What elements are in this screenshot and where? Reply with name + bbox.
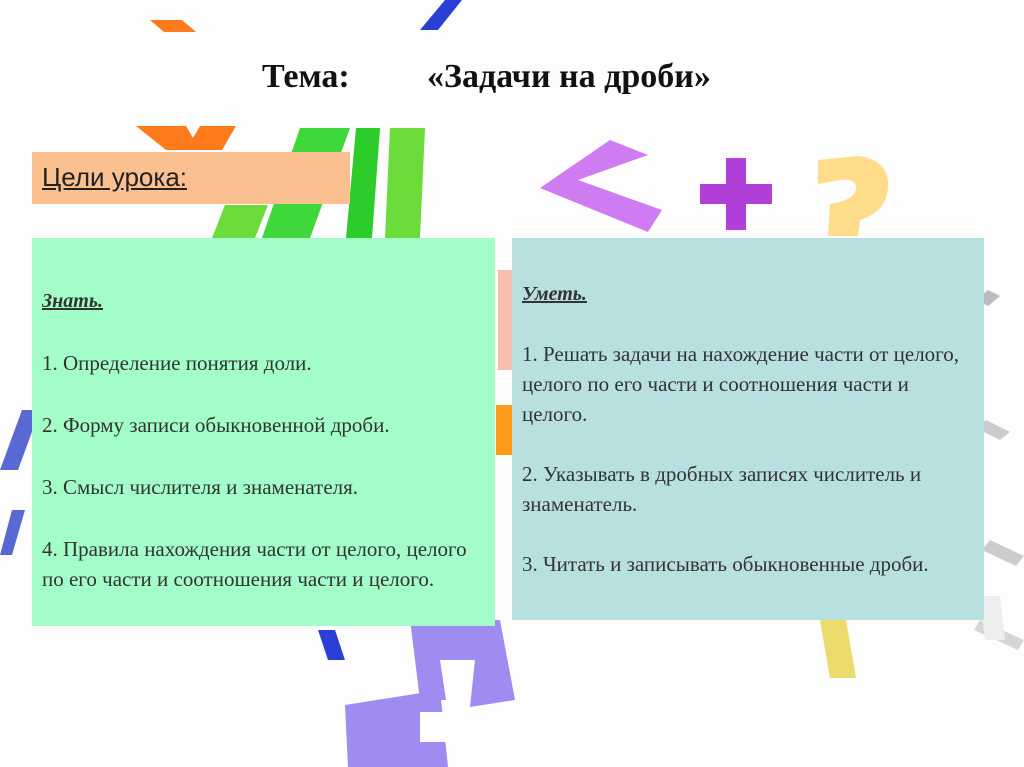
can-box <box>512 238 984 620</box>
title-topic: «Задачи на дроби» <box>427 58 711 95</box>
know-heading: Знать. <box>42 290 103 312</box>
goals-label-box <box>32 152 350 204</box>
yellow-question-icon <box>818 156 888 236</box>
know-item-4: 4. Правила нахождения части от целого, целого по его части и соотношения части и целого. <box>42 537 467 591</box>
purple-eight-icon <box>345 620 515 767</box>
know-box <box>32 238 495 626</box>
know-item-1: 1. Определение понятия доли. <box>42 351 312 375</box>
can-item-1: 1. Решать задачи на нахождение части от целого, целого по его части и соотношения части и целого. <box>522 342 960 426</box>
know-item-2: 2. Форму записи обыкновенной дроби. <box>42 413 390 437</box>
purple-plus-icon <box>700 158 772 230</box>
can-heading: Уметь. <box>522 283 587 305</box>
goals-label: Цели урока: <box>42 162 188 192</box>
purple-less-than-icon <box>540 140 662 232</box>
title-label: Тема: <box>262 58 350 95</box>
can-item-3: 3. Читать и записывать обыкновенные дроби. <box>522 552 929 576</box>
know-item-3: 3. Смысл числителя и знаменателя. <box>42 475 359 499</box>
can-item-2: 2. Указывать в дробных записях числитель и знаменатель. <box>522 462 922 516</box>
